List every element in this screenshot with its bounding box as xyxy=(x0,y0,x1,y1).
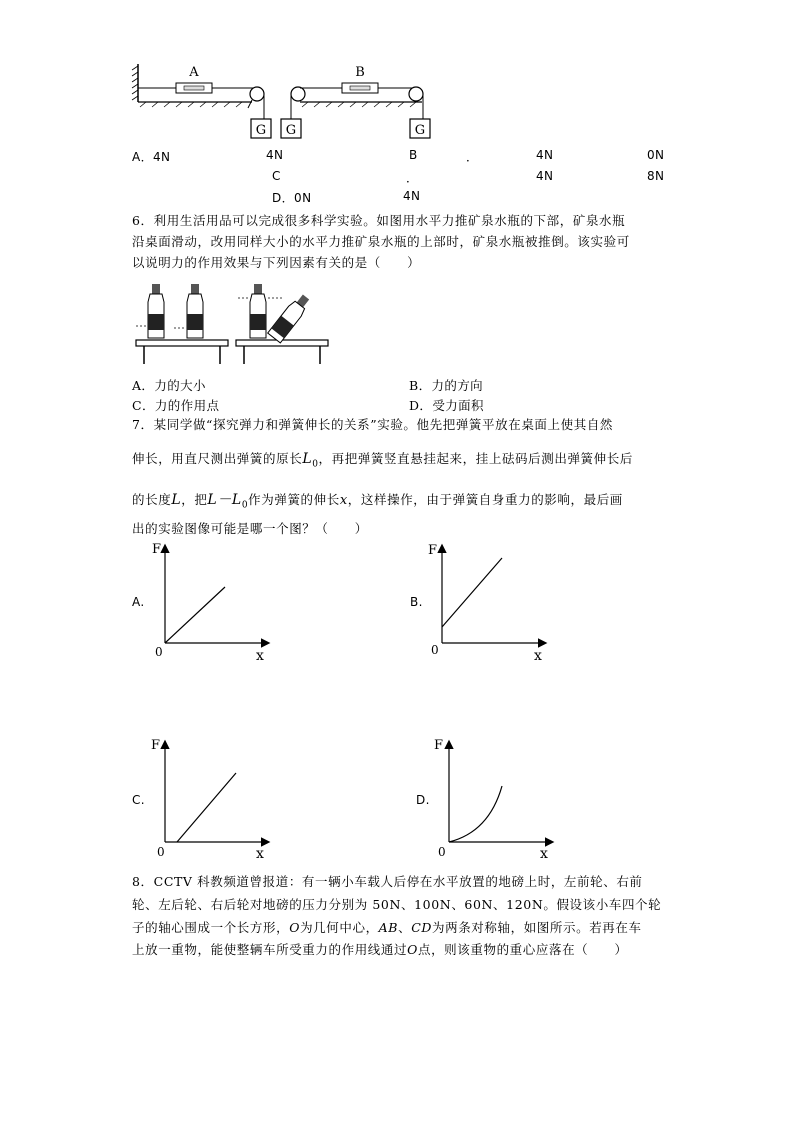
q7-l0-subscript: 0 xyxy=(312,459,319,470)
q7-graph-a-f-label: F xyxy=(152,542,162,557)
q5-option-c-letter: C xyxy=(272,169,281,183)
q7-graph-c xyxy=(150,734,275,862)
q7-graph-d-option: D. xyxy=(416,793,430,807)
q8-line-4b: 点，则该重物的重心应落在（ ） xyxy=(417,942,628,957)
q7-line-3b: ，把 xyxy=(181,492,208,507)
q6-line-2: 沿桌面滑动，改用同样大小的水平力推矿泉水瓶的上部时，矿泉水瓶被推倒。该实验可 xyxy=(132,234,630,249)
q5-option-c-value1: 4N xyxy=(536,169,554,183)
scale-a-label: A xyxy=(189,65,199,80)
weight-left-label: G xyxy=(255,123,267,138)
q7-graph-c-x-label: x xyxy=(256,846,264,862)
q8-o-symbol-2: O xyxy=(407,942,418,957)
q7-graph-c-f-label: F xyxy=(151,738,161,753)
q7-line-2b: ，再把弹簧竖直悬挂起来，挂上砝码后测出弹簧伸长后 xyxy=(318,451,633,466)
q7-l0-symbol: L xyxy=(302,451,313,467)
q7-line-1: 7．某同学做“探究弹力和弹簧伸长的关系”实验。他先把弹簧平放在桌面上使其自然 xyxy=(132,417,614,432)
q7-line-2a: 伸长，用直尺测出弹簧的原长 xyxy=(132,451,303,466)
bottle-push-figure xyxy=(134,278,334,366)
q7-line-3c: 作为弹簧的伸长 xyxy=(248,492,340,507)
q8-cd-symbol: CD xyxy=(411,920,432,935)
q8-line-1: 8．CCTV 科教频道曾报道：有一辆小车载人后停在水平放置的地磅上时，左前轮、右前 xyxy=(132,874,643,889)
q7-graph-b-line xyxy=(442,558,502,627)
q6-line-1: 6．利用生活用品可以完成很多科学实验。如图用水平力推矿泉水瓶的下部，矿泉水瓶 xyxy=(132,213,626,228)
q7-graph-b-x-label: x xyxy=(534,648,542,664)
q5-option-d-value2: 4N xyxy=(403,189,421,203)
q7-graph-a-x-label: x xyxy=(256,648,264,664)
q7-graph-d-f-label: F xyxy=(434,738,444,753)
q8-line-3a: 子的轴心围成一个长方形， xyxy=(132,920,290,935)
q7-line-3 xyxy=(132,489,672,511)
q8-line-4 xyxy=(132,940,672,958)
q6-line-3: 以说明力的作用效果与下列因素有关的是（ ） xyxy=(132,255,421,270)
q7-line-4: 出的实验图像可能是哪一个图？（ ） xyxy=(132,521,368,536)
q7-x-symbol: x xyxy=(339,493,348,508)
q7-expression: L－L xyxy=(207,492,242,508)
q8-separator: 、 xyxy=(398,920,412,935)
q7-graph-c-line xyxy=(177,773,236,842)
q7-line-3a: 的长度 xyxy=(132,492,172,507)
q7-graph-b-option: B. xyxy=(410,595,423,609)
q7-graph-a-origin: 0 xyxy=(155,645,163,659)
q5-option-b-value2: 0N xyxy=(647,148,665,162)
q7-graph-a-line xyxy=(165,587,225,643)
q8-line-3 xyxy=(132,918,672,936)
weight-middle-label: G xyxy=(285,123,297,138)
q7-graph-d-x-label: x xyxy=(540,846,548,862)
q8-ab-symbol: AB xyxy=(378,920,399,935)
scale-b-label: B xyxy=(355,65,365,80)
q7-line-3d: ，这样操作，由于弹簧自身重力的影响，最后画 xyxy=(347,492,623,507)
q5-option-b-letter: B xyxy=(409,148,418,162)
q6-option-b: B．力的方向 xyxy=(409,378,484,393)
q8-line-3b: 为几何中心， xyxy=(300,920,379,935)
q7-expression-subscript: 0 xyxy=(241,500,249,511)
q8-line-4a: 上放一重物，能使整辆车所受重力的作用线通过 xyxy=(132,942,408,957)
q7-graph-d xyxy=(434,734,559,862)
q6-option-d: D．受力面积 xyxy=(409,398,484,413)
q5-option-a-value2: 4N xyxy=(266,148,284,162)
q7-graph-d-curve xyxy=(449,786,502,842)
q7-graph-b xyxy=(427,538,552,663)
q5-option-b-value1: 4N xyxy=(536,148,554,162)
q5-option-c-value2: 8N xyxy=(647,169,665,183)
q8-o-symbol-1: O xyxy=(289,920,301,935)
q5-option-a: A．4N xyxy=(132,150,171,164)
q6-option-a: A．力的大小 xyxy=(132,378,206,393)
q6-option-c: C．力的作用点 xyxy=(132,398,220,413)
q7-graph-a xyxy=(150,538,275,663)
q8-line-3c: 为两条对称轴，如图所示。若再在车 xyxy=(432,920,642,935)
q5-option-c-dot: ． xyxy=(406,171,419,185)
q7-l-symbol: L xyxy=(171,492,182,508)
spring-scale-figure xyxy=(132,62,442,142)
q7-graph-c-origin: 0 xyxy=(157,845,165,859)
q7-graph-c-option: C. xyxy=(132,793,145,807)
q7-graph-a-option: A. xyxy=(132,595,145,609)
weight-right-label: G xyxy=(414,123,426,138)
q7-graph-b-origin: 0 xyxy=(431,643,439,657)
q7-graph-b-f-label: F xyxy=(428,543,438,558)
q5-option-b-dot: ． xyxy=(466,150,479,164)
q5-option-d: D．0N xyxy=(272,191,312,205)
q8-line-2: 轮、左后轮、右后轮对地磅的压力分别为 50N、100N、60N、120N。假设该小车四个轮 xyxy=(132,897,662,912)
q7-line-2 xyxy=(132,449,672,470)
q7-graph-d-origin: 0 xyxy=(438,845,446,859)
